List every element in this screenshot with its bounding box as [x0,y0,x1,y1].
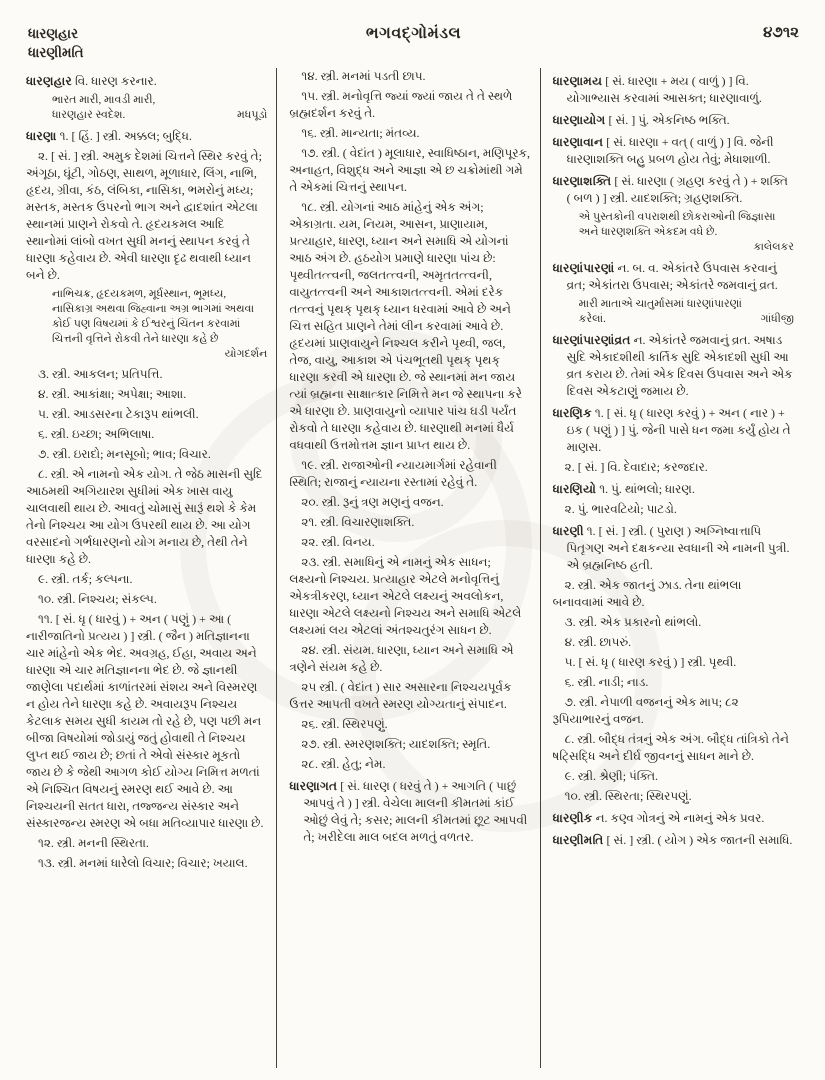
entry-headword: ધારણાંપારણાંવ્રત [552,333,631,347]
entry-paragraph: ધારણા ૧. [ હિં. ] સ્ત્રી. અક્કલ; બુદ્ધિ. [26,129,192,143]
entry-paragraph: ધારણાંપારણાંવ્રત ન. એકાંતરે જમવાનું વ્રત. અષાડ સુદિ એકાદશીથી કાર્તિક સુદિ એકાદશી સુધી આ વ્રત કરાય છે. તેમાં એક દિવસ ઉપવાસ અને એક દિવસ એકટાણું જમાય છે. [552,333,793,398]
quote-line: એ પુસ્તકોની વપરાશથી છોકરાઓની જિજ્ઞાસા અને ધારણશક્તિ એકદમ વધે છે. [578,211,776,238]
citation-quote [52,287,267,362]
sense-paragraph: ૪. સ્ત્રી. આકાંક્ષા; અપેક્ષા; આશા. [38,387,187,401]
entry-paragraph: ધારણી ૧. [ સં. ] સ્ત્રી. ( પુરાણ ) અગ્નિષ્વાત્તાપિ પિતૃગણ અને દક્ષકન્યા સ્વધાની એ નામની પુત્રી. એ બ્રહ્મનિષ્ઠ હતી. [552,524,790,572]
quote-line: મારી માતાએ ચાતુર્માસમાં ધારણાંપારણાં [578,298,742,310]
quote-line [579,312,794,327]
entry-paragraph: ધારણાવાન [ સં. ધારણા + વત્ ( વાળું ) ] વિ. જેની ધારણાશક્તિ બહુ પ્રબળ હોય તેવું; મેધાશાળી. [552,135,774,166]
sense-paragraph: ૨૮. સ્ત્રી. હેતુ; નેમ. [301,757,386,771]
citation-quote [579,297,794,327]
guide-word-last: ધારણીમતિ [28,45,84,60]
sense-paragraph: ૧૭. સ્ત્રી. ( વેદાંત ) મૂલાધાર, સ્વાધિષ્ઠાન, મણિપૂરક, અનાહત, વિશુદ્ધ અને આજ્ઞા એ છ ચક્રોમાંથી ગમે તે એકમાં ચિત્તનું સ્થાપન. [289,146,531,194]
sense-paragraph: ૧૩. સ્ત્રી. મનમાં ધારેલો વિચાર; વિચાર; ખયાલ. [38,856,248,870]
entry-headword: ધારણામય [552,74,603,88]
entry-headword: ધારણાવાન [552,135,604,149]
quote-text: ધારણહાર સ્વદેશ. [52,109,126,121]
entry-paragraph: ધારણીમતિ [ સં. ] સ્ત્રી. ( યોગ ) એક જાતની સમાધિ. [552,833,793,847]
sense-paragraph: ૨૧. સ્ત્રી. વિચારણાશક્તિ. [301,515,415,529]
entry-headword: ધારણી [552,524,584,538]
quote-text: કરેલાં. [578,313,606,325]
sense-paragraph: ૧૫. સ્ત્રી. મનોવૃત્તિ જ્યાં જ્યાં જાય તે તે સ્થળે બ્રહ્મદર્શન કરવું તે. [289,89,513,120]
sense-paragraph: ૧૦. સ્ત્રી. નિશ્ચય; સંકલ્પ. [38,592,157,606]
entry-headword: ધારણીમતિ [552,833,604,847]
sense-paragraph: ૭. સ્ત્રી. નેપાળી વજનનું એક માપ; ૮૨ રૂપિયાભારનું વજન. [552,695,739,726]
sense-paragraph: ૩. સ્ત્રી. એક પ્રકારનો થાંભલો. [564,615,702,629]
column-1 [26,68,276,1068]
entry-paragraph: ધારણાંપારણાં ન. બ. વ. એકાંતરે ઉપવાસ કરવાનું વ્રત; એકાંતરા ઉપવાસ; એકાંતરે જમવાનું વ્રત. [552,261,778,292]
page-header [28,24,799,68]
entry-paragraph: ધારણામય [ સં. ધારણા + મય ( વાળું ) ] વિ. યોગાભ્યાસ કરવામાં આસક્ત; ધારણાવાળું. [552,74,762,105]
sense-paragraph: ૫. [ સં. ધૃ ( ધારણ કરવું ) ] સ્ત્રી. પૃથ્વી. [564,655,737,669]
sense-paragraph: ૮. સ્ત્રી. એ નામનો એક યોગ. તે જેઠ માસની સુદિ આઠમથી અગિયારશ સુધીમાં એક ખાસ વાયુ ચાલવાથી થાય છે. આવતું ચોમાસું સારૂં થશે કે કેમ તેનો નિશ્ચય આ યોગ ઉપરથી થાય છે. આ યોગ વરસાદનો ગર્ભધારણનો યોગ મનાય છે, તેથી તેને ધારણા કહે છે. [26,467,263,566]
entry-headword: ધારણા [26,129,57,143]
sense-paragraph: ૫. સ્ત્રી. આડસરના ટેકારૂપ થાંભલી. [38,407,199,421]
entry-headword: ધારણીક [552,811,593,825]
sense-paragraph: ૭. સ્ત્રી. ઇરાદો; મનસૂબો; ભાવ; વિચાર. [38,447,211,461]
guide-words [28,24,208,62]
sense-paragraph: ૧૮. સ્ત્રી. યોગનાં આઠ માંહેનું એક અંગ; એકાગ્રતા. યમ, નિયમ, આસન, પ્રાણાયામ, પ્રત્યાહાર, ધારણ, ધ્યાન અને સમાધિ એ યોગનાં આઠ અંગ છે. હઠયોગ પ્રમાણે ધારણા પાંચ છે: પૃથ્વીતત્ત્વની, જલતત્ત્વની, અમૃતતત્ત્વની, વાયુતત્ત્વની અને આકાશતત્ત્વની. એમાં દરેક તત્ત્વનું પૃથક્ પૃથક્ ધ્યાન ધરવામાં આવે છે અને ચિત્ત સહિત પ્રાણને તેમાં લીન કરવામાં આવે છે. હૃદયમાં પ્રાણવાયુને નિશ્ચલ કરીને પૃથ્વી, જલ, તેજ, વાયુ, આકાશ એ પંચભૂતથી પૃથક્ પૃથક્ ધારણા કરવી એ ધારણા છે. જે સ્થાનમાં મન જાય ત્યાં બ્રહ્મના સાક્ષાત્કાર નિમિત્તે મન જે સ્થાપના કરે એ ધારણા છે. પ્રાણવાયુનો વ્યાપાર પાંચ ઘડી પર્યંત રોકવો તે ધારણા કહેવાય છે. ધારણાથી મનમાં ધૈર્ય વધવાથી ઉત્તમોત્તમ જ્ઞાન પ્રાપ્ત થાય છે. [289,200,522,452]
quote-source: યોગદર્શન [224,348,268,360]
sense-paragraph: ૨. પું. ભારવટિયો; પાટડો. [564,502,677,516]
quote-line: નાભિચક્ર, હૃદયકમળ, મૂર્ધસ્થાન, ભૂમધ્ય, નાસિકાગ્ર અથવા જિહ્વાના અગ્ર ભાગમાં અથવા કોઈ પણ વિષયમાં કે ઈશ્વરનું ચિંતન કરવામાં ચિત્તની વૃત્તિને રોકવી તેને ધારણા કહે છે [52,288,255,345]
sense-paragraph: ૧૯. સ્ત્રી. રાજાઓની ન્યાયમાર્ગમાં રહેવાની સ્થિતિ; રાજાનું ન્યાયના રસ્તામાં રહેવું તે. [289,458,497,489]
quote-line: ભારત મારી, માવડી મારી, [52,94,156,106]
sense-paragraph: ૨૫ સ્ત્રી. ( વેદાંત ) સાર અસારના નિશ્ચયપૂર્વક ઉત્તર આપતી વખતે સ્મરણ યોગ્યતાનું સંપાદન. [289,680,512,711]
sense-paragraph: ૨૩. સ્ત્રી. સમાધિનું એ નામનું એક સાધન; લક્ષ્યનો નિશ્ચય. પ્રત્યાહાર એટલે મનોવૃત્તિનું એકત્રીકરણ, ધ્યાન એટલે લક્ષ્યનું અવલોકન, ધારણા એટલે લક્ષ્યનો નિશ્ચય અને સમાધિ એટલે લક્ષ્યમાં લય એટલાં અંતશ્ચતુરંગ સાધન છે. [289,555,522,637]
sense-paragraph: ૩. સ્ત્રી. આકલન; પ્રતિપત્તિ. [38,367,163,381]
entry-paragraph: ધારણાગત [ સં. ધારણ ( ધરવું તે ) + આગતિ ( પાછું આપવું તે ) ] સ્ત્રી. વેચેલા માલની કીમતમાં કાંઈ ઓછું લેવું તે; કસર; માલની કીમતમાં છૂટ આપવી તે; ખરીદેલા માલ બદલ મળતું વળતર. [289,779,528,844]
citation-quote [52,93,267,123]
sense-paragraph: ૯. સ્ત્રી. શ્રેણી; પંક્તિ. [564,769,659,783]
sense-paragraph: ૪. સ્ત્રી. છાપરું. [564,635,632,649]
sense-paragraph: ૯. સ્ત્રી. તર્ક; કલ્પના. [38,572,133,586]
entry-paragraph: ધારણાયોગ [ સં. ] પું. એકનિષ્ઠ ભક્તિ. [552,113,730,127]
sense-paragraph: ૧૧. [ સં. ધૃ ( ધારવું ) + અન ( પણું ) + આ ( નારીજાતિનો પ્રત્યય ) ] સ્ત્રી. ( જૈન ) મતિજ્ઞાનના ચાર માંહેનો એક ભેદ. અવગ્રહ, ઈહા, અવાય અને ધારણા એ ચાર મતિજ્ઞાનના ભેદ છે. જે જ્ઞાનથી જાણેલા પદાર્થમાં કાળાંતરમાં સંશય અને વિસ્મરણ ન હોય તેને ધારણા કહે છે. અવાયરૂપ નિશ્ચય કેટલાક સમય સુધી કાયમ તો રહે છે, પણ પછી મન બીજા વિષયોમાં જોડાયું જતું હોવાથી તે નિશ્ચય લુપ્ત થઈ જાય છે; છતાં તે એવો સંસ્કાર મૂકતો જાય છે કે જેથી આગળ કોઈ યોગ્ય નિમિત્ત મળતાં એ નિશ્ચિત વિષયનું સ્મરણ થઈ આવે છે. આ નિશ્ચયની સતત ધારા, તજ્જન્ય સંસ્કાર અને સંસ્કારજન્ય સ્મરણ એ બધા મતિવ્યાપાર ધારણા છે. [26,612,264,830]
sense-paragraph: ૬. સ્ત્રી. નાડી; નાડ. [564,675,649,689]
sense-paragraph: ૧૬. સ્ત્રી. માન્યતા; મંતવ્ય. [301,126,420,140]
sense-paragraph: ૧૪. સ્ત્રી. મનમાં પડતી છાપ. [301,69,426,83]
sense-paragraph: ૬. સ્ત્રી. ઇચ્છા; અભિલાષા. [38,427,155,441]
book-title: ભગવદ્ગોમંડલ [365,25,462,42]
entry-headword: ધારણહાર [26,74,72,88]
sense-paragraph: ૨. [ સં. ] વિ. દેવાદાર; કરજદાર. [564,460,708,474]
sense-paragraph: ૧૦. સ્ત્રી. સ્થિરતા; સ્થિરપણું. [564,789,692,803]
entry-paragraph: ધારણિયો ૧. પું. થાંભલો; ધારણ. [552,482,695,496]
guide-word-first: ધારણહાર [28,26,79,41]
entry-headword: ધારણિયો [552,482,597,496]
entry-paragraph: ધારણાશક્તિ [ સં. ધારણા ( ગ્રહણ કરવું તે ) + શક્તિ ( બળ ) ] સ્ત્રી. યાદશક્તિ; ગ્રહણશક્તિ. [552,174,788,205]
entry-headword: ધારણાશક્તિ [552,174,612,188]
entry-headword: ધારણાગત [289,779,338,793]
entry-paragraph: ધારણહાર વિ. ધારણ કરનાર. [26,74,157,88]
sense-paragraph: ૨૬. સ્ત્રી. સ્થિરપણું. [301,717,388,731]
sense-paragraph: ૨૨. સ્ત્રી. વિનય. [301,535,375,549]
quote-source: ગાંધીજી [760,313,794,325]
entry-headword: ધારણાંપારણાં [552,261,615,275]
entry-headword: ધારણિક [552,406,592,420]
page-number: ૪૭૧૨ [763,25,799,41]
text-columns [26,68,803,1068]
quote-line [52,108,267,123]
quote-source: મધપૂડો [237,109,268,121]
sense-paragraph: ૨૦. સ્ત્રી. રૂનું ત્રણ મણનું વજન. [301,495,444,509]
sense-paragraph: ૨. સ્ત્રી. એક જાતનું ઝાડ. તેના થાંભલા બનાવવામાં આવે છે. [552,578,742,609]
sense-paragraph: ૨૪. સ્ત્રી. સંયમ. ધારણા, ધ્યાન અને સમાધિ એ ત્રણેને સંયમ કહે છે. [289,643,514,674]
column-3 [540,68,803,1068]
citation-quote [579,210,794,255]
entry-headword: ધારણાયોગ [552,113,606,127]
sense-paragraph: ૮. સ્ત્રી. બૌદ્ધ તંત્રનું એક અંગ. બૌદ્ધ તાંત્રિકો તેને ષટ્સિદ્ધિ અને દીર્ઘ જીવનનું સાધન માને છે. [552,732,789,763]
quote-source: કાલેલકર [753,241,794,253]
sense-paragraph: ૧૨. સ્ત્રી. મનની સ્થિરતા. [38,836,149,850]
entry-paragraph: ધારણીક ન. કણ્વ ગોત્રનું એ નામનું એક પ્રવર. [552,811,765,825]
entry-paragraph: ધારણિક ૧. [ સં. ધૃ ( ધારણ કરવું ) + અન ( નાર ) + ઇક ( પણું ) ] પું. જેની પાસે ધન જમા કર્યું હોય તે માણસ. [552,406,791,454]
column-2 [276,68,539,1068]
sense-paragraph: ૨૭. સ્ત્રી. સ્મરણશક્તિ; યાદશક્તિ; સ્મૃતિ. [301,737,491,751]
sense-paragraph: ૨. [ સં. ] સ્ત્રી. અમુક દેશમાં ચિત્તને સ્થિર કરવું તે; અંગૂઠા, ઘૂંટી, ગોઠણ, સાથળ, મૂળાધાર, લિંગ, નાભિ, હૃદય, ગ્રીવા, કંઠ, લંબિકા, નાસિકા, ભમરોનું મધ્ય; મસ્તક, મસ્તક ઉપરનો ભાગ અને દ્વાદશાંત એટલા સ્થાનમાં પ્રાણને રોકવો તે. હૃદયકમલ આદિ સ્થાનોમાં લાંબો વખત સુધી મનનું સ્થાપન કરવું તે ધારણા કહેવાય છે. એવી ધારણા દૃઢ થવાથી ધ્યાન બને છે. [26,149,262,282]
